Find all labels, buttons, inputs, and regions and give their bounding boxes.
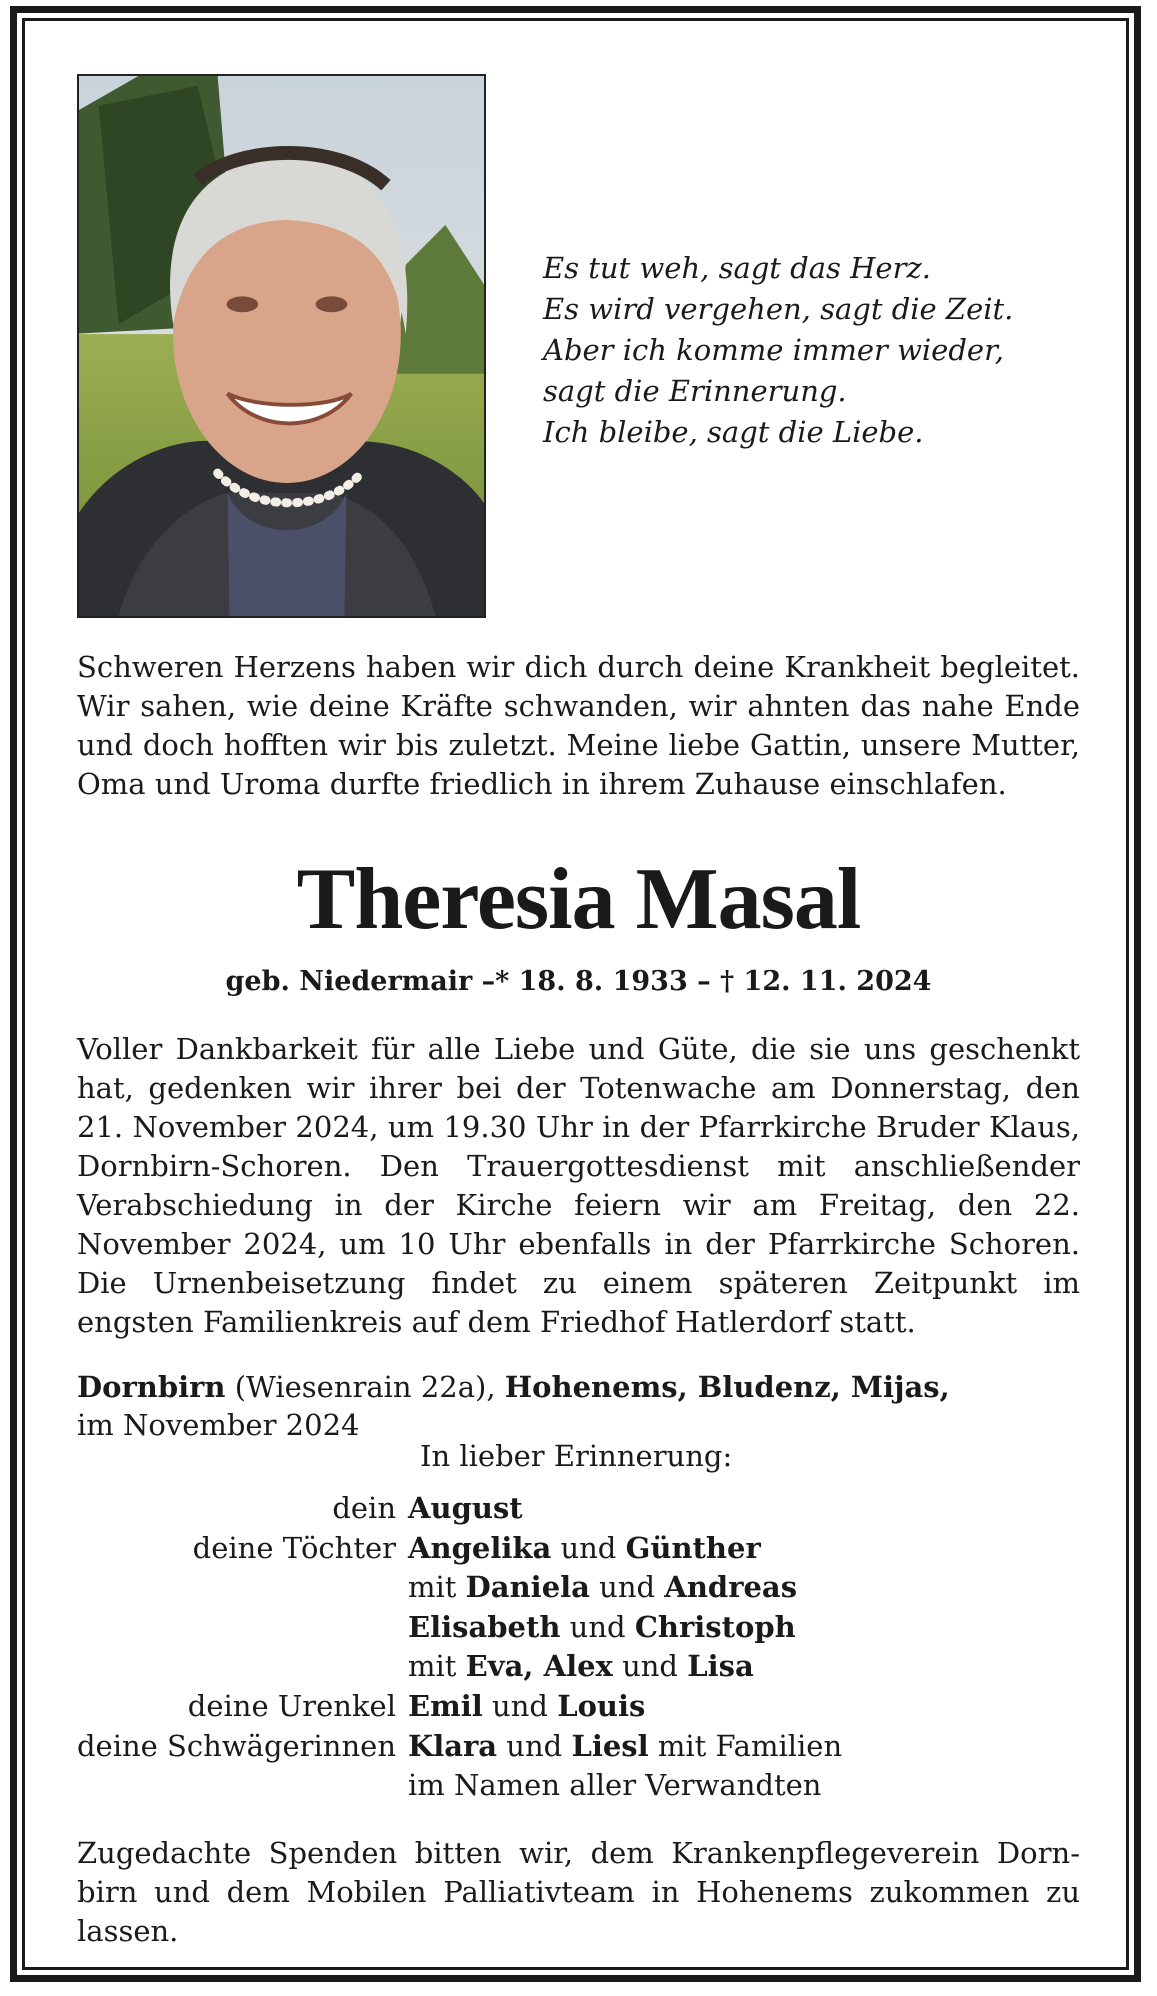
service-paragraph: Voller Dankbarkeit für alle Liebe und Güte, die sie uns geschenkt hat, gedenken wir ihrer bei der Totenwache am Donnerstag, den 21. November 2024, um 19.30 Uhr in der Pfarrkirche Bruder Klaus, Dornbirn-Schoren. Den Trauergottesdienst mit anschließender Verabschiedung in der Kirche feiern wir am Freitag, den 22. November 2024, um 10 Uhr ebenfalls in der Pfarrkirche Schoren. Die Urnenbeisetzung findet zu einem späteren Zeitpunkt im engsten Familienkreis auf dem Friedhof Hatlerdorf statt.: [77, 1032, 1080, 1339]
conjunction: und: [551, 1530, 626, 1565]
relation-label: deine Töchter: [192, 1530, 396, 1565]
family-name: Elisabeth: [408, 1609, 561, 1644]
family-name: August: [408, 1491, 523, 1525]
family-row: [60, 1766, 842, 1806]
family-list: [60, 1489, 842, 1806]
conjunction: und: [482, 1688, 558, 1723]
family-name: Lisa: [687, 1649, 754, 1684]
conjunction: und: [560, 1609, 635, 1644]
family-name: Angelika: [408, 1530, 552, 1565]
poem-line: Ich bleibe, sagt die Liebe.: [543, 415, 924, 449]
deceased-name: Theresia Masal: [296, 851, 861, 948]
poem-line: Es tut weh, sagt das Herz.: [543, 251, 931, 285]
place-and-date: [77, 1368, 950, 1444]
family-row: [60, 1647, 842, 1687]
donation-paragraph: Zugedachte Spenden bitten wir, dem Krankenpflegeverein Dornbirn und dem Mobilen Palliativteam in Hohenems zukommen zu lassen.: [77, 1836, 1080, 1948]
family-row: [60, 1489, 842, 1529]
family-name: Liesl: [571, 1728, 649, 1763]
family-row: [60, 1529, 842, 1569]
preposition: mit: [408, 1649, 466, 1684]
life-dates: geb. Niedermair –* 18. 8. 1933 – † 12. 11. 2024: [225, 966, 932, 997]
conjunction: und: [589, 1570, 665, 1605]
family-name: Andreas: [664, 1570, 798, 1605]
family-row: [60, 1608, 842, 1648]
conjunction: und: [497, 1728, 572, 1763]
intro-paragraph: Schweren Herzens haben wir dich durch deine Krankheit begleitet. Wir sahen, wie deine Kräfte schwanden, wir ahnten das nahe Ende und doch hofften wir bis zuletzt. Meine liebe Gattin, unsere Mutter, Oma und Uroma durfte friedlich in ihrem Zuhause einschlafen.: [77, 650, 1080, 801]
relation-label: deine Urenkel: [187, 1688, 396, 1723]
family-name: Daniela: [465, 1570, 590, 1605]
relatives-note: im Namen aller Verwandten: [408, 1768, 822, 1803]
family-name: Christoph: [634, 1609, 796, 1644]
place-others: Hohenems, Bludenz, Mijas,: [504, 1370, 950, 1404]
family-row: [60, 1687, 842, 1727]
family-name: Klara: [408, 1728, 498, 1763]
family-name: Louis: [557, 1688, 646, 1723]
memory-heading: In lieber Erinnerung:: [420, 1439, 733, 1473]
place-date: im November 2024: [77, 1408, 360, 1442]
family-row: [60, 1727, 842, 1767]
family-name: Eva, Alex: [465, 1649, 613, 1684]
poem-line: Es wird vergehen, sagt die Zeit.: [543, 292, 1014, 326]
place-city: Dornbirn: [77, 1370, 226, 1404]
portrait-photo: [77, 74, 486, 618]
poem: [543, 248, 1063, 453]
preposition: mit: [408, 1570, 466, 1605]
family-suffix: mit Familien: [648, 1728, 843, 1763]
conjunction: und: [612, 1649, 688, 1684]
family-name: Günther: [625, 1530, 761, 1565]
relation-label: dein: [332, 1491, 396, 1525]
place-address: (Wiesenrain 22a),: [225, 1370, 505, 1404]
relation-label: deine Schwägerinnen: [76, 1728, 396, 1763]
poem-line: Aber ich komme immer wieder,: [543, 333, 1004, 367]
family-row: [60, 1568, 842, 1608]
family-name: Emil: [408, 1688, 483, 1723]
poem-line: sagt die Erinnerung.: [543, 374, 847, 408]
